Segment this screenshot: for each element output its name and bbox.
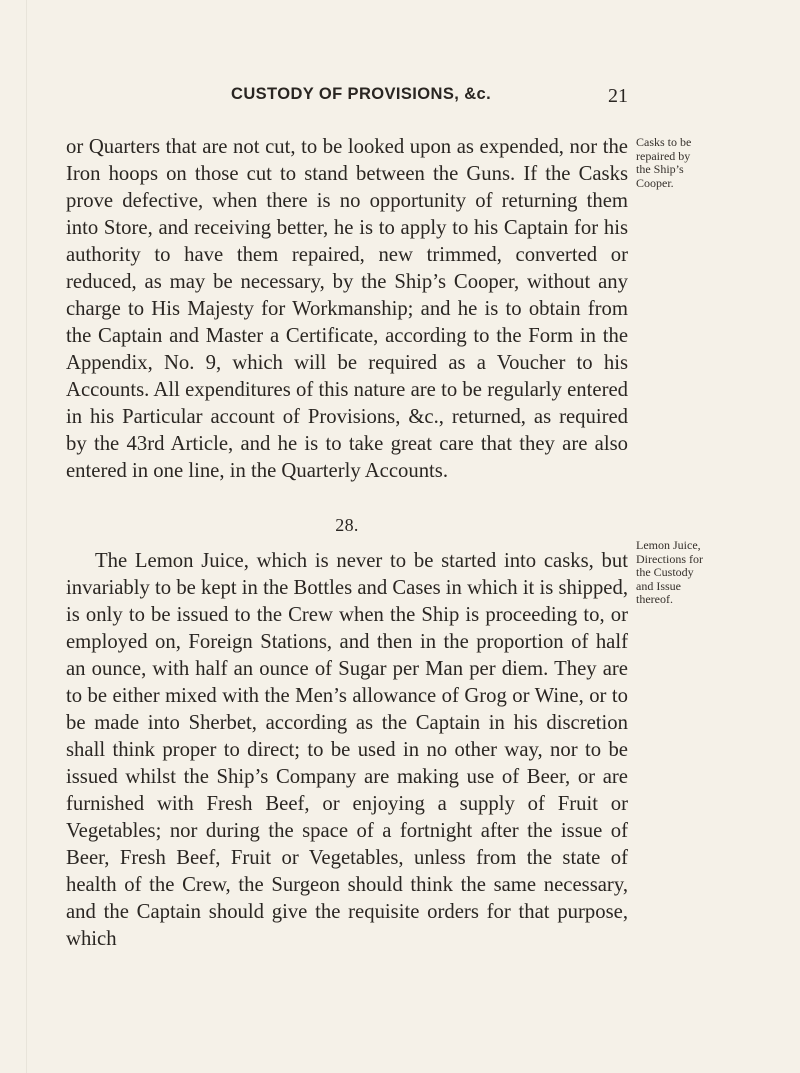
running-head — [66, 84, 628, 112]
page-number: 21 — [608, 85, 628, 107]
margin-note-lemon-juice: Lemon Juice, Directions for the Custody and Issue thereof. — [636, 538, 703, 606]
paragraph-2: The Lemon Juice, which is never to be started into casks, but invariably to be kept in the Bottles and Cases in which it is shipped, is only to be issued to the Crew when the Ship is proceeding to, or employed on, Foreign Stations, and then in the proportion of half an ounce, with half an ounce of Sugar per Man per diem. They are to be either mixed with the Men’s allowance of Grog or Wine, or to be made into Sherbet, according as the Captain in his discretion shall think proper to direct; to be used in no other way, nor to be issued whilst the Ship’s Company are making use of Beer, or are furnished with Fresh Beef, or enjoying a supply of Fruit or Vegetables; nor during the space of a fortnight after the issue of Beer, Fresh Beef, Fruit or Vegetables, unless from the state of health of the Crew, the Surgeon should think the same necessary, and the Captain should give the requisite orders for that purpose, which — [66, 550, 628, 950]
running-title: CUSTODY OF PROVISIONS, &c. — [231, 85, 492, 103]
body-text — [66, 134, 628, 953]
section-number: 28. — [335, 515, 359, 535]
page-edge-shadow — [26, 0, 27, 1073]
margin-note-casks: Casks to be repaired by the Ship’s Cooper. — [636, 135, 692, 190]
paragraph-1: or Quarters that are not cut, to be looked upon as expended, nor the Iron hoops on those cut to stand between the Guns. If the Casks prove defective, when there is no opportunity of returning them into Store, and receiving better, he is to apply to his Captain for his authority to have them repaired, new trimmed, converted or reduced, as may be necessary, by the Ship’s Cooper, without any charge to His Majesty for Workmanship; and he is to obtain from the Captain and Master a Certificate, according to the Form in the Appendix, No. 9, which will be required as a Voucher to his Accounts. All expenditures of this nature are to be regularly entered in his Particular account of Provisions, &c., returned, as required by the 43rd Article, and he is to take great care that they are also entered in one line, in the Quarterly Accounts. — [66, 136, 628, 482]
